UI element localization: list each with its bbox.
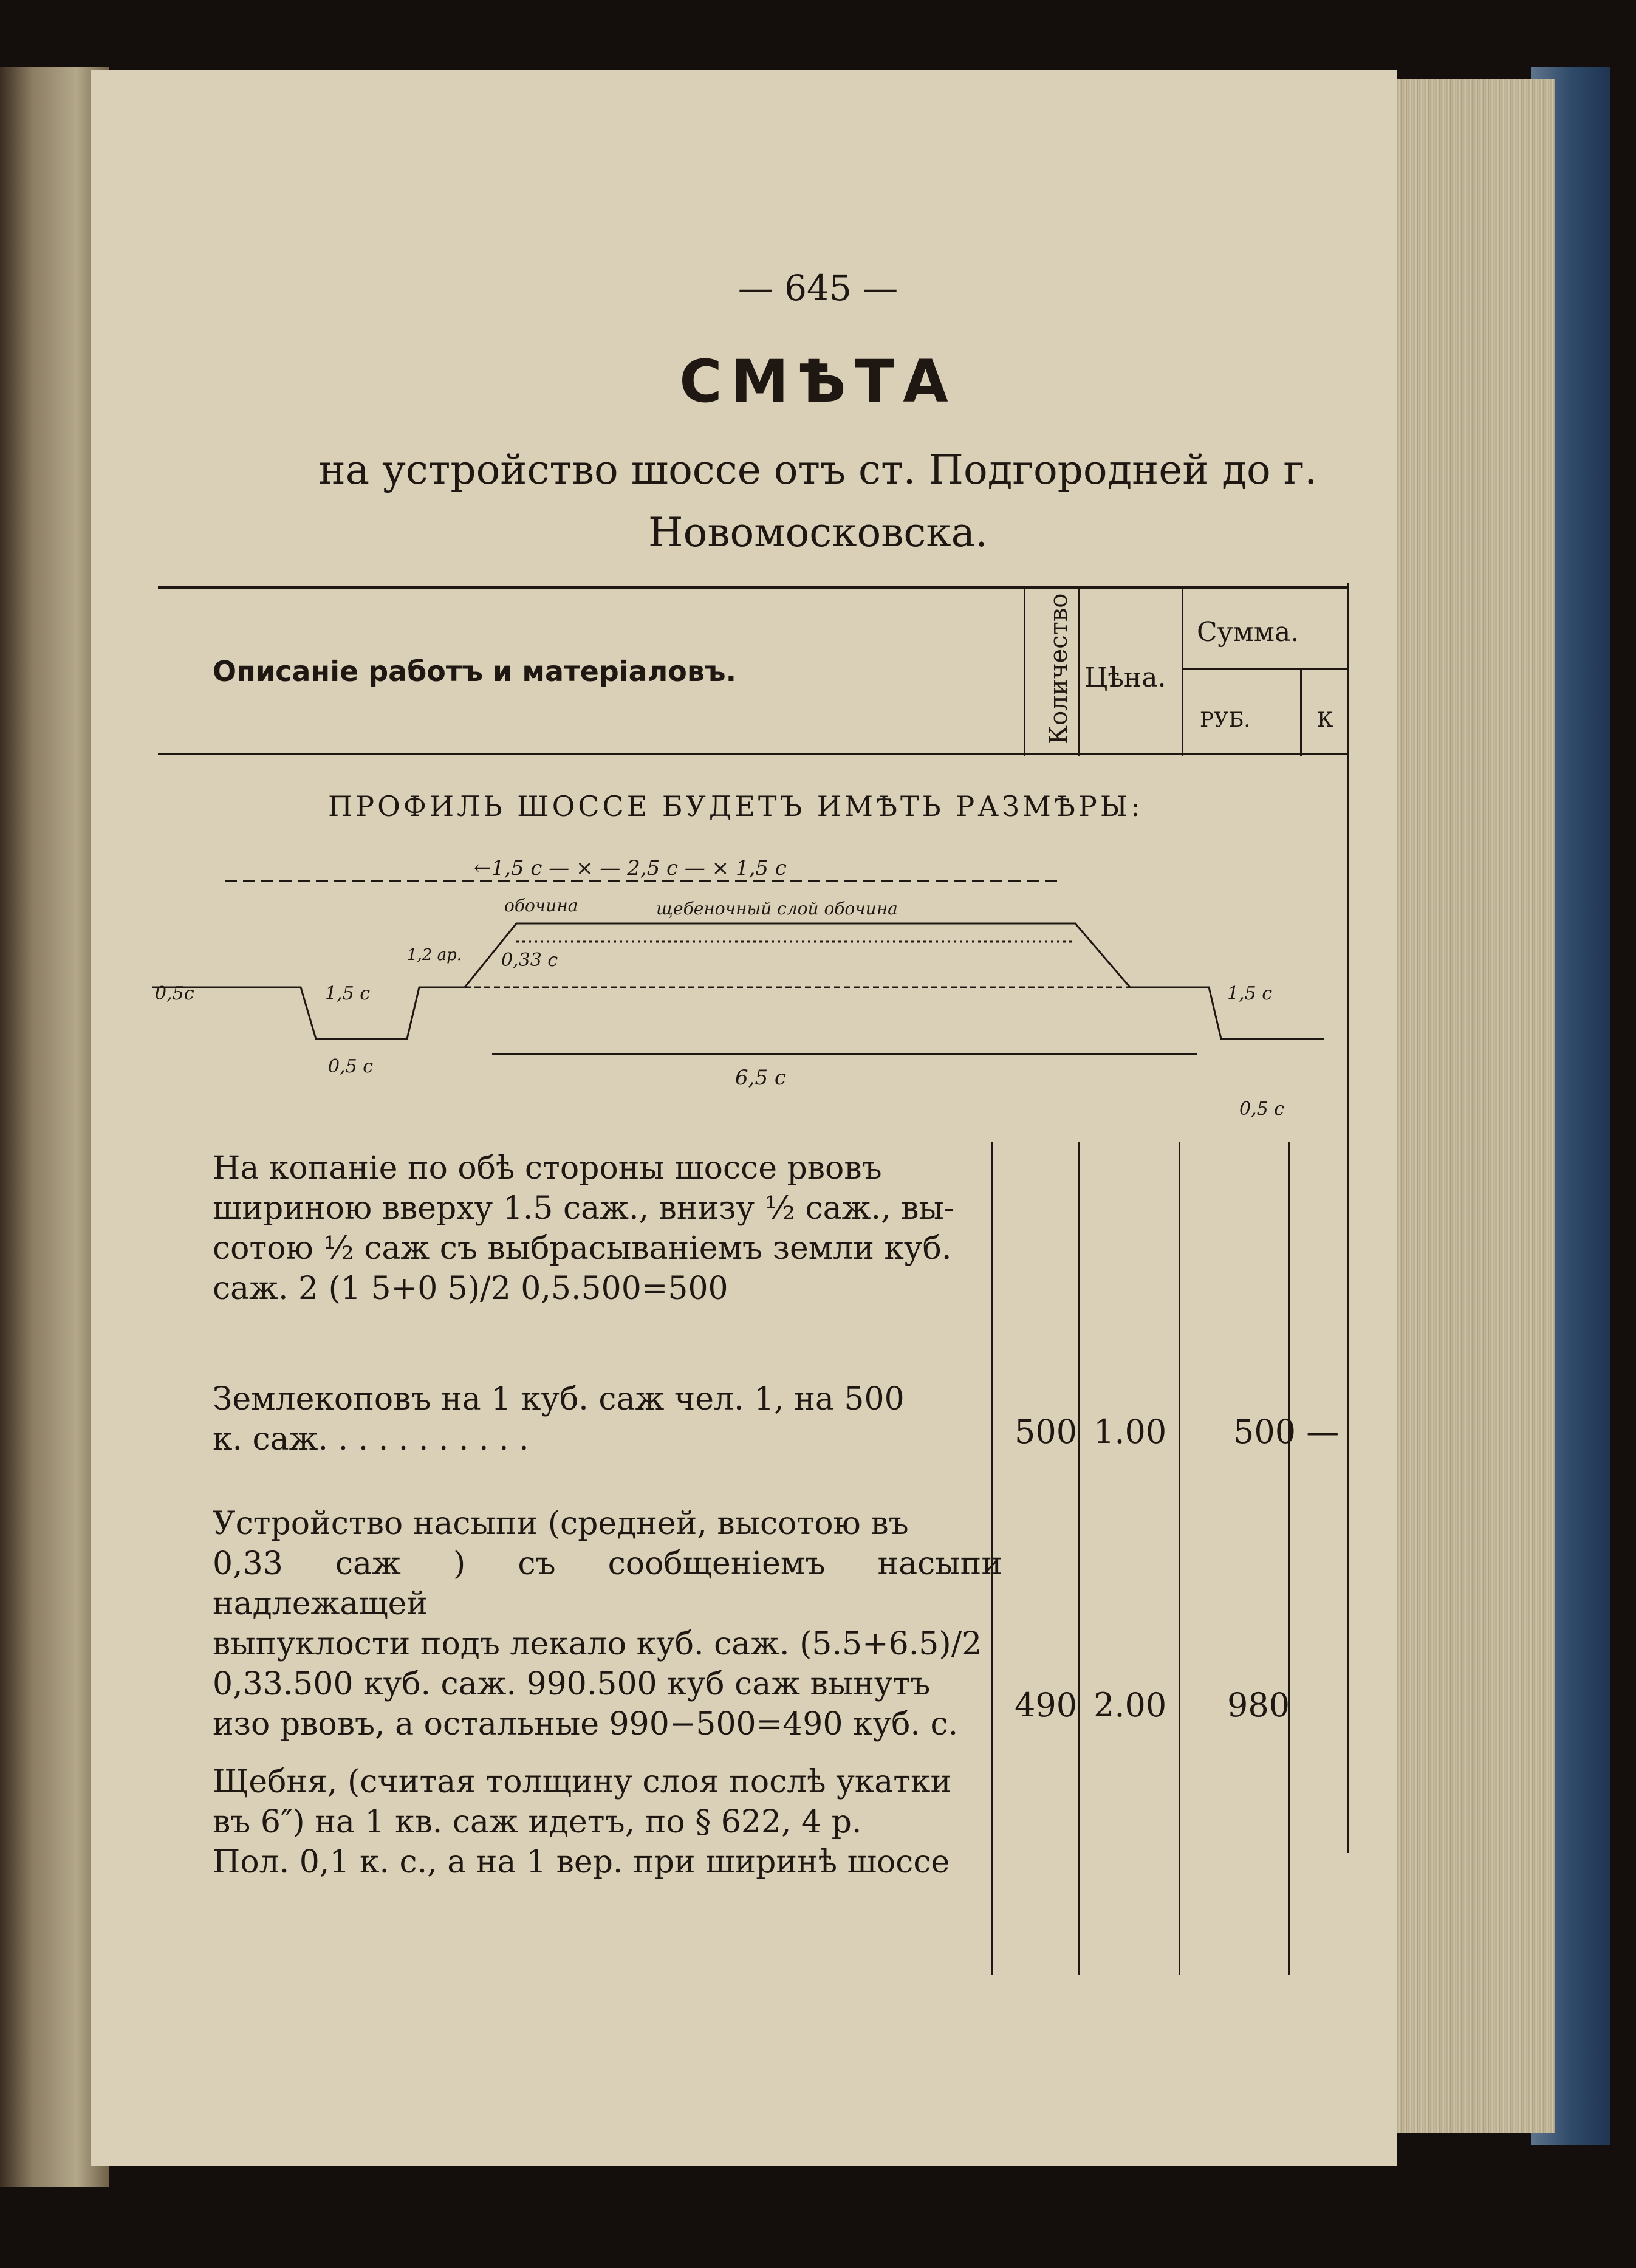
item-4-text bbox=[213, 1762, 1002, 1882]
item-2-sum: 500 — bbox=[1233, 1413, 1340, 1451]
header-rub: РУБ. bbox=[1200, 708, 1251, 732]
subtitle-line-2: Новомосковска. bbox=[648, 509, 988, 556]
column-line-sum bbox=[1179, 1142, 1180, 1975]
header-description: Описаніе работъ и матеріаловъ. bbox=[213, 655, 737, 688]
label-bottom-left: 0,5 с bbox=[328, 1056, 374, 1077]
label-layer: щебеночный слой обочина bbox=[656, 899, 898, 919]
item-2-line: Землекоповъ на 1 куб. саж чел. 1, на 500 bbox=[213, 1381, 905, 1417]
item-2-line: к. саж. . . . . . . . . . . bbox=[213, 1421, 529, 1458]
column-line-kop bbox=[1288, 1142, 1290, 1975]
header-quantity: Количество bbox=[1045, 593, 1073, 744]
column-divider-quantity bbox=[1024, 586, 1025, 756]
sum-subheader-rule bbox=[1183, 668, 1349, 670]
label-ditch-depth: 0,5с bbox=[155, 983, 194, 1004]
item-4-line: въ 6″) на 1 кв. саж идетъ, по § 622, 4 р. bbox=[213, 1804, 862, 1840]
item-3-text bbox=[213, 1504, 1002, 1744]
page-number: — 645 — bbox=[738, 267, 898, 309]
profile-title: ПРОФИЛЬ ШОССЕ БУДЕТЪ ИМѢТЬ РАЗМѢРЫ: bbox=[328, 790, 1143, 823]
label-top-dims: ←1,5 с — × — 2,5 с — × 1,5 с bbox=[474, 856, 787, 880]
item-1-line: сотою ½ саж съ выбрасываніемъ земли куб. bbox=[213, 1230, 952, 1267]
header-kop: К bbox=[1317, 708, 1333, 732]
item-3-line: выпуклости подъ лекало куб. саж. (5.5+6.5)/2 bbox=[213, 1626, 982, 1662]
item-3-line: изо рвовъ, а остальные 990−500=490 куб. с. bbox=[213, 1706, 959, 1742]
item-4-line: Щебня, (считая толщину слоя послѣ укатки bbox=[213, 1764, 952, 1800]
item-3-line: Устройство насыпи (средней, высотою въ bbox=[213, 1506, 909, 1542]
table-top-rule bbox=[158, 586, 1349, 589]
subtitle-line-1: на устройство шоссе отъ ст. Подгородней до г. bbox=[318, 447, 1318, 493]
label-rise: 1,2 ар. bbox=[407, 946, 462, 964]
profile-outline bbox=[152, 923, 1324, 1039]
header-price: Цѣна. bbox=[1084, 662, 1166, 693]
column-divider-price bbox=[1078, 586, 1080, 756]
item-3-quantity: 490 bbox=[1015, 1686, 1078, 1724]
item-3-sum: 980 bbox=[1227, 1686, 1290, 1724]
item-2-price: 1.00 bbox=[1094, 1413, 1167, 1451]
column-line-price bbox=[1078, 1142, 1080, 1975]
item-1-line: саж. 2 (1 5+0 5)/2 0,5.500=500 bbox=[213, 1270, 728, 1307]
item-1-line: На копаніе по обѣ стороны шоссе рвовъ bbox=[213, 1150, 882, 1187]
column-divider-sum bbox=[1182, 586, 1183, 756]
road-profile-diagram bbox=[152, 845, 1343, 1124]
item-2-text bbox=[213, 1379, 1002, 1459]
item-1-line: шириною вверху 1.5 саж., внизу ½ саж., вы- bbox=[213, 1190, 955, 1227]
document-title: СМѢТА bbox=[679, 348, 957, 416]
item-1-text bbox=[213, 1148, 1002, 1309]
column-divider-kop bbox=[1300, 668, 1302, 756]
item-3-price: 2.00 bbox=[1094, 1686, 1167, 1724]
label-obochina: обочина bbox=[504, 896, 578, 916]
header-sum: Сумма. bbox=[1197, 617, 1299, 648]
table-header-rule bbox=[158, 753, 1349, 755]
label-ditch-width-right: 1,5 с bbox=[1227, 983, 1273, 1004]
label-total-width: 6,5 с bbox=[735, 1066, 786, 1090]
label-bottom-right: 0,5 с bbox=[1239, 1098, 1285, 1120]
table-right-border bbox=[1347, 583, 1349, 1853]
label-height: 0,33 с bbox=[501, 950, 558, 971]
label-ditch-width-left: 1,5 с bbox=[325, 983, 371, 1004]
item-2-quantity: 500 bbox=[1015, 1413, 1078, 1451]
item-3-line: 0,33.500 куб. саж. 990.500 куб саж вынутъ bbox=[213, 1666, 931, 1702]
item-4-line: Пол. 0,1 к. с., а на 1 вер. при ширинѣ шоссе bbox=[213, 1844, 950, 1880]
item-3-line: 0,33 саж ) съ сообщеніемъ насыпи надлежащей bbox=[213, 1546, 1002, 1622]
